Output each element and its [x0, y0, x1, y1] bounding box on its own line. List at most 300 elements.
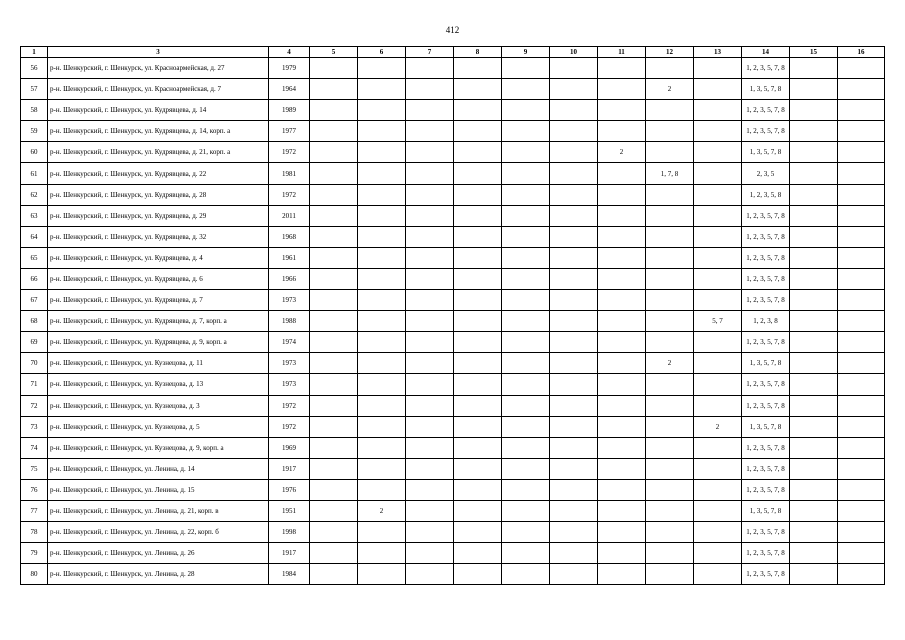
- col16-cell: [838, 564, 885, 585]
- col10-cell: [550, 543, 598, 564]
- col10-cell: [550, 79, 598, 100]
- col5-cell: [310, 458, 358, 479]
- table-row: [21, 437, 885, 458]
- col6-cell: [358, 458, 406, 479]
- col10-cell: [550, 437, 598, 458]
- col12-cell: 1, 7, 8: [646, 163, 694, 184]
- col16-cell: [838, 395, 885, 416]
- col13-cell: [694, 374, 742, 395]
- col5-cell: [310, 268, 358, 289]
- col7-cell: [406, 353, 454, 374]
- row-number: 76: [21, 479, 48, 500]
- col10-cell: [550, 226, 598, 247]
- column-header: 12: [646, 47, 694, 58]
- col11-cell: [598, 500, 646, 521]
- table-row: [21, 184, 885, 205]
- address-cell: р-н. Шенкурский, г. Шенкурск, ул. Кудрявцева, д. 6: [48, 268, 269, 289]
- col11-cell: [598, 564, 646, 585]
- col9-cell: [502, 395, 550, 416]
- col11-cell: [598, 58, 646, 79]
- table-row: [21, 500, 885, 521]
- row-number: 60: [21, 142, 48, 163]
- col16-cell: [838, 311, 885, 332]
- col11-cell: [598, 416, 646, 437]
- col14-cell: 1, 3, 5, 7, 8: [742, 500, 790, 521]
- col8-cell: [454, 522, 502, 543]
- row-number: 57: [21, 79, 48, 100]
- table-row: [21, 290, 885, 311]
- table-row: [21, 416, 885, 437]
- col7-cell: [406, 226, 454, 247]
- col6-cell: [358, 437, 406, 458]
- col11-cell: 2: [598, 142, 646, 163]
- address-cell: р-н. Шенкурский, г. Шенкурск, ул. Ленина, д. 15: [48, 479, 269, 500]
- row-number: 70: [21, 353, 48, 374]
- year-cell: 1998: [269, 522, 310, 543]
- column-header: 9: [502, 47, 550, 58]
- col12-cell: [646, 226, 694, 247]
- address-cell: р-н. Шенкурский, г. Шенкурск, ул. Ленина, д. 28: [48, 564, 269, 585]
- col12-cell: [646, 268, 694, 289]
- col16-cell: [838, 353, 885, 374]
- col12-cell: [646, 500, 694, 521]
- column-header: 6: [358, 47, 406, 58]
- year-cell: 1917: [269, 543, 310, 564]
- col9-cell: [502, 58, 550, 79]
- col15-cell: [790, 374, 838, 395]
- col6-cell: [358, 121, 406, 142]
- col10-cell: [550, 58, 598, 79]
- col16-cell: [838, 268, 885, 289]
- year-cell: 1969: [269, 437, 310, 458]
- col7-cell: [406, 184, 454, 205]
- col13-cell: [694, 522, 742, 543]
- column-header: 3: [48, 47, 269, 58]
- col12-cell: [646, 100, 694, 121]
- col5-cell: [310, 543, 358, 564]
- col10-cell: [550, 205, 598, 226]
- col8-cell: [454, 311, 502, 332]
- col10-cell: [550, 332, 598, 353]
- col15-cell: [790, 458, 838, 479]
- col16-cell: [838, 58, 885, 79]
- address-cell: р-н. Шенкурский, г. Шенкурск, ул. Кудрявцева, д. 28: [48, 184, 269, 205]
- col15-cell: [790, 353, 838, 374]
- col8-cell: [454, 353, 502, 374]
- col8-cell: [454, 226, 502, 247]
- address-cell: р-н. Шенкурский, г. Шенкурск, ул. Кузнецова, д. 5: [48, 416, 269, 437]
- col7-cell: [406, 374, 454, 395]
- col6-cell: [358, 564, 406, 585]
- address-cell: р-н. Шенкурский, г. Шенкурск, ул. Красноармейская, д. 7: [48, 79, 269, 100]
- row-number: 74: [21, 437, 48, 458]
- col13-cell: [694, 205, 742, 226]
- address-cell: р-н. Шенкурский, г. Шенкурск, ул. Кузнецова, д. 9, корп. а: [48, 437, 269, 458]
- year-cell: 1972: [269, 416, 310, 437]
- col10-cell: [550, 247, 598, 268]
- header-row: [21, 47, 885, 58]
- year-cell: 1973: [269, 290, 310, 311]
- col10-cell: [550, 500, 598, 521]
- row-number: 72: [21, 395, 48, 416]
- col10-cell: [550, 142, 598, 163]
- col15-cell: [790, 543, 838, 564]
- table-row: [21, 100, 885, 121]
- col8-cell: [454, 290, 502, 311]
- col16-cell: [838, 458, 885, 479]
- col9-cell: [502, 290, 550, 311]
- col9-cell: [502, 353, 550, 374]
- col16-cell: [838, 290, 885, 311]
- col11-cell: [598, 543, 646, 564]
- column-header: 7: [406, 47, 454, 58]
- col15-cell: [790, 500, 838, 521]
- col15-cell: [790, 395, 838, 416]
- col5-cell: [310, 374, 358, 395]
- col10-cell: [550, 458, 598, 479]
- col14-cell: 1, 2, 3, 5, 7, 8: [742, 332, 790, 353]
- col9-cell: [502, 543, 550, 564]
- col14-cell: 1, 2, 3, 5, 8: [742, 184, 790, 205]
- col6-cell: [358, 522, 406, 543]
- col15-cell: [790, 121, 838, 142]
- col11-cell: [598, 332, 646, 353]
- col5-cell: [310, 290, 358, 311]
- year-cell: 1973: [269, 374, 310, 395]
- col5-cell: [310, 79, 358, 100]
- col7-cell: [406, 543, 454, 564]
- row-number: 65: [21, 247, 48, 268]
- col7-cell: [406, 458, 454, 479]
- col10-cell: [550, 522, 598, 543]
- col16-cell: [838, 121, 885, 142]
- col14-cell: 1, 2, 3, 5, 7, 8: [742, 395, 790, 416]
- col8-cell: [454, 79, 502, 100]
- year-cell: 1988: [269, 311, 310, 332]
- col6-cell: [358, 58, 406, 79]
- register-table: [20, 46, 885, 585]
- col14-cell: 1, 2, 3, 5, 7, 8: [742, 226, 790, 247]
- col12-cell: [646, 311, 694, 332]
- col8-cell: [454, 100, 502, 121]
- col11-cell: [598, 205, 646, 226]
- col7-cell: [406, 290, 454, 311]
- col11-cell: [598, 163, 646, 184]
- col8-cell: [454, 374, 502, 395]
- col10-cell: [550, 290, 598, 311]
- table-body: [21, 58, 885, 585]
- table-row: [21, 564, 885, 585]
- col8-cell: [454, 142, 502, 163]
- col11-cell: [598, 437, 646, 458]
- col13-cell: [694, 500, 742, 521]
- year-cell: 1981: [269, 163, 310, 184]
- col14-cell: 1, 2, 3, 5, 7, 8: [742, 479, 790, 500]
- row-number: 78: [21, 522, 48, 543]
- col7-cell: [406, 205, 454, 226]
- col15-cell: [790, 184, 838, 205]
- col15-cell: [790, 163, 838, 184]
- column-header: 14: [742, 47, 790, 58]
- row-number: 62: [21, 184, 48, 205]
- col15-cell: [790, 142, 838, 163]
- col13-cell: [694, 121, 742, 142]
- col9-cell: [502, 100, 550, 121]
- row-number: 68: [21, 311, 48, 332]
- col13-cell: [694, 290, 742, 311]
- row-number: 61: [21, 163, 48, 184]
- col8-cell: [454, 395, 502, 416]
- col13-cell: [694, 564, 742, 585]
- col12-cell: [646, 458, 694, 479]
- col15-cell: [790, 205, 838, 226]
- col15-cell: [790, 479, 838, 500]
- table-row: [21, 353, 885, 374]
- col15-cell: [790, 332, 838, 353]
- col6-cell: [358, 395, 406, 416]
- col5-cell: [310, 437, 358, 458]
- col6-cell: [358, 290, 406, 311]
- table-row: [21, 522, 885, 543]
- col6-cell: [358, 205, 406, 226]
- year-cell: 1972: [269, 395, 310, 416]
- col13-cell: [694, 163, 742, 184]
- col14-cell: 1, 2, 3, 5, 7, 8: [742, 543, 790, 564]
- col15-cell: [790, 290, 838, 311]
- address-cell: р-н. Шенкурский, г. Шенкурск, ул. Кудрявцева, д. 14, корп. а: [48, 121, 269, 142]
- col13-cell: 5, 7: [694, 311, 742, 332]
- col10-cell: [550, 374, 598, 395]
- col15-cell: [790, 79, 838, 100]
- col9-cell: [502, 416, 550, 437]
- col13-cell: [694, 437, 742, 458]
- col15-cell: [790, 247, 838, 268]
- col13-cell: [694, 58, 742, 79]
- col15-cell: [790, 311, 838, 332]
- col16-cell: [838, 142, 885, 163]
- address-cell: р-н. Шенкурский, г. Шенкурск, ул. Кудрявцева, д. 9, корп. а: [48, 332, 269, 353]
- col10-cell: [550, 268, 598, 289]
- col7-cell: [406, 121, 454, 142]
- address-cell: р-н. Шенкурский, г. Шенкурск, ул. Кудрявцева, д. 4: [48, 247, 269, 268]
- col6-cell: [358, 332, 406, 353]
- col9-cell: [502, 374, 550, 395]
- table-row: [21, 205, 885, 226]
- col12-cell: [646, 395, 694, 416]
- col12-cell: [646, 121, 694, 142]
- col5-cell: [310, 58, 358, 79]
- address-cell: р-н. Шенкурский, г. Шенкурск, ул. Кузнецова, д. 11: [48, 353, 269, 374]
- col12-cell: [646, 58, 694, 79]
- col8-cell: [454, 332, 502, 353]
- col8-cell: [454, 247, 502, 268]
- col8-cell: [454, 121, 502, 142]
- table-row: [21, 332, 885, 353]
- col9-cell: [502, 311, 550, 332]
- col16-cell: [838, 332, 885, 353]
- col6-cell: [358, 543, 406, 564]
- col9-cell: [502, 205, 550, 226]
- col7-cell: [406, 437, 454, 458]
- col5-cell: [310, 311, 358, 332]
- col11-cell: [598, 247, 646, 268]
- col5-cell: [310, 564, 358, 585]
- address-cell: р-н. Шенкурский, г. Шенкурск, ул. Кудрявцева, д. 21, корп. а: [48, 142, 269, 163]
- col7-cell: [406, 564, 454, 585]
- col14-cell: 1, 2, 3, 5, 7, 8: [742, 458, 790, 479]
- col12-cell: [646, 332, 694, 353]
- row-number: 67: [21, 290, 48, 311]
- col8-cell: [454, 163, 502, 184]
- col7-cell: [406, 395, 454, 416]
- col16-cell: [838, 79, 885, 100]
- col10-cell: [550, 353, 598, 374]
- col14-cell: 1, 2, 3, 8: [742, 311, 790, 332]
- col7-cell: [406, 311, 454, 332]
- col16-cell: [838, 247, 885, 268]
- col16-cell: [838, 163, 885, 184]
- year-cell: 1951: [269, 500, 310, 521]
- col9-cell: [502, 142, 550, 163]
- col7-cell: [406, 332, 454, 353]
- col12-cell: [646, 205, 694, 226]
- col15-cell: [790, 268, 838, 289]
- col9-cell: [502, 163, 550, 184]
- col9-cell: [502, 522, 550, 543]
- row-number: 73: [21, 416, 48, 437]
- table-row: [21, 458, 885, 479]
- col13-cell: [694, 268, 742, 289]
- col10-cell: [550, 163, 598, 184]
- col6-cell: [358, 268, 406, 289]
- column-header: 5: [310, 47, 358, 58]
- year-cell: 1966: [269, 268, 310, 289]
- col5-cell: [310, 332, 358, 353]
- table-row: [21, 395, 885, 416]
- col6-cell: [358, 479, 406, 500]
- col9-cell: [502, 479, 550, 500]
- col12-cell: [646, 290, 694, 311]
- col6-cell: [358, 226, 406, 247]
- col11-cell: [598, 374, 646, 395]
- row-number: 59: [21, 121, 48, 142]
- table-row: [21, 226, 885, 247]
- address-cell: р-н. Шенкурский, г. Шенкурск, ул. Ленина, д. 21, корп. в: [48, 500, 269, 521]
- table-row: [21, 121, 885, 142]
- table-row: [21, 163, 885, 184]
- col14-cell: 1, 3, 5, 7, 8: [742, 416, 790, 437]
- col10-cell: [550, 100, 598, 121]
- col13-cell: [694, 353, 742, 374]
- address-cell: р-н. Шенкурский, г. Шенкурск, ул. Кудрявцева, д. 32: [48, 226, 269, 247]
- col16-cell: [838, 543, 885, 564]
- col11-cell: [598, 353, 646, 374]
- table-row: [21, 479, 885, 500]
- col7-cell: [406, 58, 454, 79]
- col6-cell: [358, 416, 406, 437]
- col15-cell: [790, 100, 838, 121]
- column-header: 15: [790, 47, 838, 58]
- col14-cell: 1, 2, 3, 5, 7, 8: [742, 247, 790, 268]
- col13-cell: [694, 184, 742, 205]
- col10-cell: [550, 311, 598, 332]
- col12-cell: [646, 416, 694, 437]
- address-cell: р-н. Шенкурский, г. Шенкурск, ул. Кузнецова, д. 13: [48, 374, 269, 395]
- column-header: 10: [550, 47, 598, 58]
- col11-cell: [598, 458, 646, 479]
- col12-cell: [646, 522, 694, 543]
- col16-cell: [838, 100, 885, 121]
- col14-cell: 1, 2, 3, 5, 7, 8: [742, 374, 790, 395]
- page-number: 412: [445, 25, 460, 35]
- col11-cell: [598, 395, 646, 416]
- table-row: [21, 58, 885, 79]
- col14-cell: 1, 3, 5, 7, 8: [742, 142, 790, 163]
- col10-cell: [550, 395, 598, 416]
- col5-cell: [310, 205, 358, 226]
- year-cell: 1917: [269, 458, 310, 479]
- col13-cell: [694, 543, 742, 564]
- col13-cell: [694, 479, 742, 500]
- address-cell: р-н. Шенкурский, г. Шенкурск, ул. Кузнецова, д. 3: [48, 395, 269, 416]
- col6-cell: [358, 374, 406, 395]
- year-cell: 1984: [269, 564, 310, 585]
- col6-cell: [358, 79, 406, 100]
- col12-cell: [646, 184, 694, 205]
- row-number: 66: [21, 268, 48, 289]
- col9-cell: [502, 332, 550, 353]
- col12-cell: [646, 543, 694, 564]
- col14-cell: 1, 2, 3, 5, 7, 8: [742, 121, 790, 142]
- col14-cell: 1, 2, 3, 5, 7, 8: [742, 58, 790, 79]
- col12-cell: 2: [646, 79, 694, 100]
- col7-cell: [406, 142, 454, 163]
- year-cell: 1968: [269, 226, 310, 247]
- col6-cell: [358, 163, 406, 184]
- col16-cell: [838, 184, 885, 205]
- col8-cell: [454, 543, 502, 564]
- col11-cell: [598, 479, 646, 500]
- col14-cell: 1, 2, 3, 5, 7, 8: [742, 100, 790, 121]
- col7-cell: [406, 479, 454, 500]
- col9-cell: [502, 79, 550, 100]
- col8-cell: [454, 500, 502, 521]
- col8-cell: [454, 416, 502, 437]
- year-cell: 1977: [269, 121, 310, 142]
- col13-cell: [694, 332, 742, 353]
- col12-cell: [646, 479, 694, 500]
- col16-cell: [838, 416, 885, 437]
- col15-cell: [790, 564, 838, 585]
- col9-cell: [502, 121, 550, 142]
- address-cell: р-н. Шенкурский, г. Шенкурск, ул. Кудрявцева, д. 14: [48, 100, 269, 121]
- year-cell: 1972: [269, 142, 310, 163]
- address-cell: р-н. Шенкурский, г. Шенкурск, ул. Ленина, д. 14: [48, 458, 269, 479]
- year-cell: 1961: [269, 247, 310, 268]
- row-number: 56: [21, 58, 48, 79]
- col7-cell: [406, 163, 454, 184]
- col7-cell: [406, 500, 454, 521]
- col8-cell: [454, 437, 502, 458]
- row-number: 64: [21, 226, 48, 247]
- col16-cell: [838, 479, 885, 500]
- col5-cell: [310, 226, 358, 247]
- row-number: 77: [21, 500, 48, 521]
- col11-cell: [598, 522, 646, 543]
- col6-cell: [358, 311, 406, 332]
- col14-cell: 1, 2, 3, 5, 7, 8: [742, 437, 790, 458]
- row-number: 75: [21, 458, 48, 479]
